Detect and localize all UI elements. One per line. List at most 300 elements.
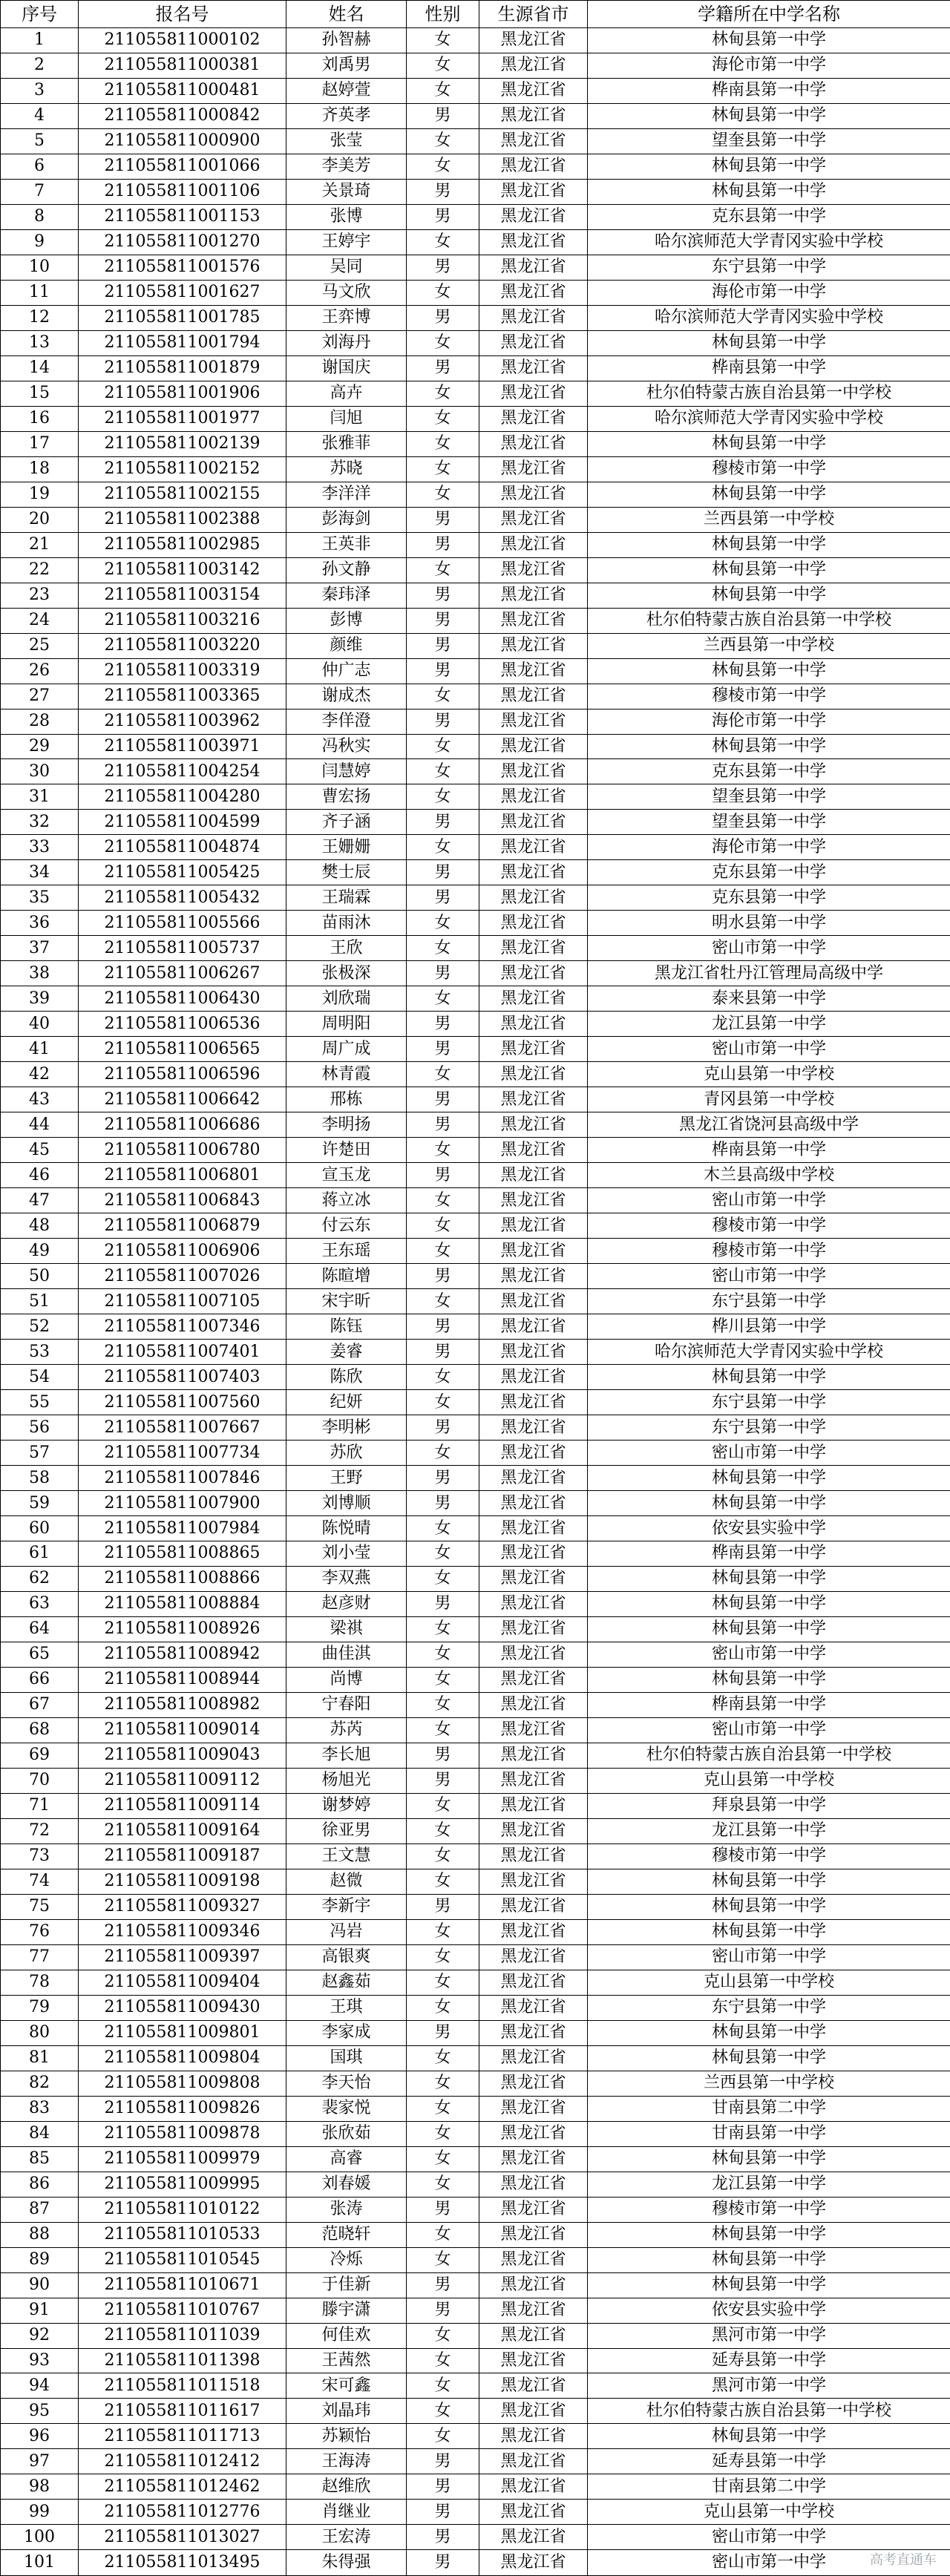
table-row bbox=[1, 1919, 950, 1944]
province-cell: 黑龙江省 bbox=[479, 27, 588, 53]
reg-no-cell: 211055811003154 bbox=[79, 583, 286, 608]
school-cell: 桦南县第一中学 bbox=[588, 1541, 950, 1567]
gender-cell: 女 bbox=[407, 330, 479, 355]
table-row bbox=[1, 1944, 950, 1970]
table-row bbox=[1, 784, 950, 810]
index-cell: 4 bbox=[1, 103, 79, 128]
table-row bbox=[1, 179, 950, 204]
school-cell: 哈尔滨师范大学青冈实验中学校 bbox=[588, 1340, 950, 1365]
reg-no-cell: 211055811012776 bbox=[79, 2500, 286, 2525]
header-cell-index: 序号 bbox=[1, 1, 79, 28]
table-row bbox=[1, 2500, 950, 2525]
gender-cell: 女 bbox=[407, 1843, 479, 1869]
gender-cell: 女 bbox=[407, 1516, 479, 1541]
name-cell: 李家成 bbox=[286, 2020, 407, 2045]
school-cell: 克山县第一中学校 bbox=[588, 1768, 950, 1793]
school-cell: 泰来县第一中学 bbox=[588, 986, 950, 1012]
school-cell: 甘南县第一中学 bbox=[588, 2121, 950, 2146]
province-cell: 黑龙江省 bbox=[479, 1087, 588, 1112]
school-cell: 东宁县第一中学 bbox=[588, 1995, 950, 2020]
reg-no-cell: 211055811009808 bbox=[79, 2071, 286, 2096]
province-cell: 黑龙江省 bbox=[479, 1743, 588, 1768]
gender-cell: 男 bbox=[407, 2550, 479, 2576]
reg-no-cell: 211055811000381 bbox=[79, 53, 286, 78]
index-cell: 7 bbox=[1, 179, 79, 204]
index-cell: 96 bbox=[1, 2424, 79, 2449]
reg-no-cell: 211055811008866 bbox=[79, 1566, 286, 1591]
reg-no-cell: 211055811000102 bbox=[79, 27, 286, 53]
school-cell: 林甸县第一中学 bbox=[588, 431, 950, 456]
reg-no-cell: 211055811009346 bbox=[79, 1919, 286, 1944]
province-cell: 黑龙江省 bbox=[479, 2323, 588, 2348]
table-row bbox=[1, 2146, 950, 2172]
reg-no-cell: 211055811010767 bbox=[79, 2298, 286, 2323]
name-cell: 张雅菲 bbox=[286, 431, 407, 456]
table-row bbox=[1, 961, 950, 986]
name-cell: 王姗姗 bbox=[286, 835, 407, 860]
province-cell: 黑龙江省 bbox=[479, 1667, 588, 1692]
province-cell: 黑龙江省 bbox=[479, 1365, 588, 1390]
school-cell: 海伦市第一中学 bbox=[588, 53, 950, 78]
gender-cell: 女 bbox=[407, 482, 479, 507]
province-cell: 黑龙江省 bbox=[479, 885, 588, 911]
table-row bbox=[1, 2298, 950, 2323]
table-row bbox=[1, 128, 950, 154]
school-cell: 东宁县第一中学 bbox=[588, 255, 950, 280]
reg-no-cell: 211055811003962 bbox=[79, 709, 286, 734]
province-cell: 黑龙江省 bbox=[479, 1768, 588, 1793]
index-cell: 25 bbox=[1, 633, 79, 658]
index-cell: 74 bbox=[1, 1869, 79, 1894]
index-cell: 101 bbox=[1, 2550, 79, 2576]
reg-no-cell: 211055811012462 bbox=[79, 2474, 286, 2500]
province-cell: 黑龙江省 bbox=[479, 2373, 588, 2399]
table-row bbox=[1, 1138, 950, 1163]
index-cell: 6 bbox=[1, 154, 79, 179]
table-row bbox=[1, 936, 950, 961]
name-cell: 朱得强 bbox=[286, 2550, 407, 2576]
table-row bbox=[1, 330, 950, 355]
name-cell: 冯岩 bbox=[286, 1919, 407, 1944]
table-row bbox=[1, 1239, 950, 1264]
index-cell: 47 bbox=[1, 1188, 79, 1213]
school-cell: 望奎县第一中学 bbox=[588, 810, 950, 835]
province-cell: 黑龙江省 bbox=[479, 2045, 588, 2071]
index-cell: 57 bbox=[1, 1441, 79, 1466]
table-row bbox=[1, 280, 950, 305]
school-cell: 克山县第一中学校 bbox=[588, 2500, 950, 2525]
gender-cell: 男 bbox=[407, 1163, 479, 1188]
gender-cell: 女 bbox=[407, 911, 479, 936]
table-row bbox=[1, 658, 950, 684]
province-cell: 黑龙江省 bbox=[479, 1314, 588, 1340]
table-row bbox=[1, 1616, 950, 1642]
name-cell: 王东瑶 bbox=[286, 1239, 407, 1264]
index-cell: 60 bbox=[1, 1516, 79, 1541]
name-cell: 陈欣 bbox=[286, 1365, 407, 1390]
gender-cell: 女 bbox=[407, 1919, 479, 1944]
name-cell: 蒋立冰 bbox=[286, 1188, 407, 1213]
index-cell: 46 bbox=[1, 1163, 79, 1188]
reg-no-cell: 211055811007401 bbox=[79, 1340, 286, 1365]
school-cell: 青冈县第一中学校 bbox=[588, 1087, 950, 1112]
school-cell: 密山市第一中学 bbox=[588, 2550, 950, 2576]
index-cell: 66 bbox=[1, 1667, 79, 1692]
school-cell: 林甸县第一中学 bbox=[588, 1869, 950, 1894]
index-cell: 33 bbox=[1, 835, 79, 860]
name-cell: 尚博 bbox=[286, 1667, 407, 1692]
index-cell: 18 bbox=[1, 456, 79, 482]
reg-no-cell: 211055811006565 bbox=[79, 1037, 286, 1062]
school-cell: 黑龙江省牡丹江管理局高级中学 bbox=[588, 961, 950, 986]
gender-cell: 男 bbox=[407, 860, 479, 885]
table-row bbox=[1, 1415, 950, 1441]
index-cell: 37 bbox=[1, 936, 79, 961]
name-cell: 纪妍 bbox=[286, 1390, 407, 1415]
gender-cell: 女 bbox=[407, 557, 479, 583]
province-cell: 黑龙江省 bbox=[479, 1163, 588, 1188]
province-cell: 黑龙江省 bbox=[479, 1289, 588, 1314]
gender-cell: 女 bbox=[407, 229, 479, 255]
reg-no-cell: 211055811011039 bbox=[79, 2323, 286, 2348]
index-cell: 69 bbox=[1, 1743, 79, 1768]
index-cell: 50 bbox=[1, 1264, 79, 1289]
index-cell: 88 bbox=[1, 2222, 79, 2247]
province-cell: 黑龙江省 bbox=[479, 1415, 588, 1441]
reg-no-cell: 211055811004874 bbox=[79, 835, 286, 860]
index-cell: 78 bbox=[1, 1970, 79, 1995]
reg-no-cell: 211055811010533 bbox=[79, 2222, 286, 2247]
table-row bbox=[1, 2449, 950, 2474]
province-cell: 黑龙江省 bbox=[479, 1793, 588, 1818]
school-cell: 林甸县第一中学 bbox=[588, 734, 950, 759]
province-cell: 黑龙江省 bbox=[479, 1516, 588, 1541]
school-cell: 林甸县第一中学 bbox=[588, 2146, 950, 2172]
table-row bbox=[1, 1869, 950, 1894]
gender-cell: 女 bbox=[407, 1970, 479, 1995]
province-cell: 黑龙江省 bbox=[479, 1012, 588, 1037]
name-cell: 彭海剑 bbox=[286, 507, 407, 532]
table-row bbox=[1, 2045, 950, 2071]
gender-cell: 女 bbox=[407, 27, 479, 53]
name-cell: 赵婷萱 bbox=[286, 78, 407, 103]
table-row bbox=[1, 1793, 950, 1818]
province-cell: 黑龙江省 bbox=[479, 2449, 588, 2474]
gender-cell: 女 bbox=[407, 2121, 479, 2146]
province-cell: 黑龙江省 bbox=[479, 1062, 588, 1087]
province-cell: 黑龙江省 bbox=[479, 128, 588, 154]
reg-no-cell: 211055811008942 bbox=[79, 1642, 286, 1667]
province-cell: 黑龙江省 bbox=[479, 229, 588, 255]
index-cell: 31 bbox=[1, 784, 79, 810]
province-cell: 黑龙江省 bbox=[479, 1541, 588, 1567]
reg-no-cell: 211055811008884 bbox=[79, 1591, 286, 1616]
school-cell: 杜尔伯特蒙古族自治县第一中学校 bbox=[588, 2399, 950, 2424]
index-cell: 77 bbox=[1, 1944, 79, 1970]
reg-no-cell: 211055811001879 bbox=[79, 355, 286, 381]
table-row bbox=[1, 229, 950, 255]
table-row bbox=[1, 355, 950, 381]
province-cell: 黑龙江省 bbox=[479, 2146, 588, 2172]
table-row bbox=[1, 1894, 950, 1919]
table-row bbox=[1, 986, 950, 1012]
table-row bbox=[1, 2172, 950, 2197]
index-cell: 41 bbox=[1, 1037, 79, 1062]
index-cell: 76 bbox=[1, 1919, 79, 1944]
index-cell: 43 bbox=[1, 1087, 79, 1112]
table-row bbox=[1, 1062, 950, 1087]
name-cell: 赵维欣 bbox=[286, 2474, 407, 2500]
reg-no-cell: 211055811009804 bbox=[79, 2045, 286, 2071]
table-row bbox=[1, 1441, 950, 1466]
reg-no-cell: 211055811000481 bbox=[79, 78, 286, 103]
name-cell: 付云东 bbox=[286, 1213, 407, 1239]
reg-no-cell: 211055811009327 bbox=[79, 1894, 286, 1919]
province-cell: 黑龙江省 bbox=[479, 2424, 588, 2449]
name-cell: 刘小莹 bbox=[286, 1541, 407, 1567]
reg-no-cell: 211055811004599 bbox=[79, 810, 286, 835]
school-cell: 林甸县第一中学 bbox=[588, 2247, 950, 2272]
index-cell: 82 bbox=[1, 2071, 79, 2096]
gender-cell: 女 bbox=[407, 431, 479, 456]
gender-cell: 女 bbox=[407, 1138, 479, 1163]
table-row bbox=[1, 2222, 950, 2247]
province-cell: 黑龙江省 bbox=[479, 709, 588, 734]
index-cell: 87 bbox=[1, 2197, 79, 2222]
reg-no-cell: 211055811001627 bbox=[79, 280, 286, 305]
school-cell: 克东县第一中学 bbox=[588, 860, 950, 885]
school-cell: 东宁县第一中学 bbox=[588, 1289, 950, 1314]
index-cell: 10 bbox=[1, 255, 79, 280]
index-cell: 61 bbox=[1, 1541, 79, 1567]
index-cell: 95 bbox=[1, 2399, 79, 2424]
table-row bbox=[1, 1314, 950, 1340]
province-cell: 黑龙江省 bbox=[479, 2096, 588, 2121]
index-cell: 71 bbox=[1, 1793, 79, 1818]
table-row bbox=[1, 1365, 950, 1390]
name-cell: 陈暄增 bbox=[286, 1264, 407, 1289]
gender-cell: 男 bbox=[407, 810, 479, 835]
index-cell: 55 bbox=[1, 1390, 79, 1415]
index-cell: 12 bbox=[1, 305, 79, 330]
gender-cell: 女 bbox=[407, 1566, 479, 1591]
index-cell: 75 bbox=[1, 1894, 79, 1919]
table-row bbox=[1, 1491, 950, 1516]
table-row bbox=[1, 684, 950, 709]
name-cell: 王野 bbox=[286, 1466, 407, 1491]
school-cell: 林甸县第一中学 bbox=[588, 583, 950, 608]
table-row bbox=[1, 2373, 950, 2399]
name-cell: 许楚田 bbox=[286, 1138, 407, 1163]
index-cell: 20 bbox=[1, 507, 79, 532]
name-cell: 刘欣瑞 bbox=[286, 986, 407, 1012]
table-row bbox=[1, 1112, 950, 1138]
reg-no-cell: 211055811006780 bbox=[79, 1138, 286, 1163]
table-row bbox=[1, 1566, 950, 1591]
school-cell: 穆棱市第一中学 bbox=[588, 1213, 950, 1239]
index-cell: 14 bbox=[1, 355, 79, 381]
name-cell: 谢国庆 bbox=[286, 355, 407, 381]
name-cell: 滕宇潇 bbox=[286, 2298, 407, 2323]
province-cell: 黑龙江省 bbox=[479, 2474, 588, 2500]
province-cell: 黑龙江省 bbox=[479, 2550, 588, 2576]
gender-cell: 女 bbox=[407, 2373, 479, 2399]
header-cell-school: 学籍所在中学名称 bbox=[588, 1, 950, 28]
province-cell: 黑龙江省 bbox=[479, 1466, 588, 1491]
reg-no-cell: 211055811009826 bbox=[79, 2096, 286, 2121]
index-cell: 1 bbox=[1, 27, 79, 53]
reg-no-cell: 211055811003220 bbox=[79, 633, 286, 658]
school-cell: 杜尔伯特蒙古族自治县第一中学校 bbox=[588, 1743, 950, 1768]
school-cell: 黑河市第一中学 bbox=[588, 2373, 950, 2399]
name-cell: 苏芮 bbox=[286, 1717, 407, 1743]
table-row bbox=[1, 532, 950, 557]
name-cell: 彭博 bbox=[286, 608, 407, 633]
province-cell: 黑龙江省 bbox=[479, 154, 588, 179]
name-cell: 颜维 bbox=[286, 633, 407, 658]
school-cell: 林甸县第一中学 bbox=[588, 532, 950, 557]
reg-no-cell: 211055811009979 bbox=[79, 2146, 286, 2172]
province-cell: 黑龙江省 bbox=[479, 78, 588, 103]
province-cell: 黑龙江省 bbox=[479, 1188, 588, 1213]
reg-no-cell: 211055811001794 bbox=[79, 330, 286, 355]
reg-no-cell: 211055811001977 bbox=[79, 406, 286, 431]
index-cell: 49 bbox=[1, 1239, 79, 1264]
name-cell: 张极深 bbox=[286, 961, 407, 986]
reg-no-cell: 211055811000900 bbox=[79, 128, 286, 154]
gender-cell: 男 bbox=[407, 885, 479, 911]
school-cell: 林甸县第一中学 bbox=[588, 2424, 950, 2449]
gender-cell: 男 bbox=[407, 507, 479, 532]
reg-no-cell: 211055811001270 bbox=[79, 229, 286, 255]
name-cell: 秦玮泽 bbox=[286, 583, 407, 608]
province-cell: 黑龙江省 bbox=[479, 1717, 588, 1743]
reg-no-cell: 211055811001906 bbox=[79, 381, 286, 406]
school-cell: 桦南县第一中学 bbox=[588, 355, 950, 381]
reg-no-cell: 211055811005737 bbox=[79, 936, 286, 961]
reg-no-cell: 211055811003319 bbox=[79, 658, 286, 684]
school-cell: 黑河市第一中学 bbox=[588, 2323, 950, 2348]
index-cell: 36 bbox=[1, 911, 79, 936]
school-cell: 兰西县第一中学校 bbox=[588, 633, 950, 658]
reg-no-cell: 211055811007560 bbox=[79, 1390, 286, 1415]
gender-cell: 女 bbox=[407, 684, 479, 709]
school-cell: 木兰县高级中学校 bbox=[588, 1163, 950, 1188]
province-cell: 黑龙江省 bbox=[479, 1491, 588, 1516]
reg-no-cell: 211055811003971 bbox=[79, 734, 286, 759]
index-cell: 81 bbox=[1, 2045, 79, 2071]
reg-no-cell: 211055811011617 bbox=[79, 2399, 286, 2424]
index-cell: 5 bbox=[1, 128, 79, 154]
name-cell: 李双燕 bbox=[286, 1566, 407, 1591]
school-cell: 克东县第一中学 bbox=[588, 204, 950, 229]
reg-no-cell: 211055811006430 bbox=[79, 986, 286, 1012]
table-row bbox=[1, 835, 950, 860]
school-cell: 密山市第一中学 bbox=[588, 2525, 950, 2550]
name-cell: 林青霞 bbox=[286, 1062, 407, 1087]
school-cell: 林甸县第一中学 bbox=[588, 1894, 950, 1919]
name-cell: 徐亚男 bbox=[286, 1818, 407, 1843]
reg-no-cell: 211055811006536 bbox=[79, 1012, 286, 1037]
school-cell: 延寿县第一中学 bbox=[588, 2449, 950, 2474]
school-cell: 海伦市第一中学 bbox=[588, 709, 950, 734]
school-cell: 明水县第一中学 bbox=[588, 911, 950, 936]
school-cell: 甘南县第二中学 bbox=[588, 2474, 950, 2500]
table-row bbox=[1, 1970, 950, 1995]
gender-cell: 女 bbox=[407, 784, 479, 810]
table-row bbox=[1, 2424, 950, 2449]
table-row bbox=[1, 431, 950, 456]
index-cell: 98 bbox=[1, 2474, 79, 2500]
province-cell: 黑龙江省 bbox=[479, 406, 588, 431]
gender-cell: 男 bbox=[407, 1743, 479, 1768]
name-cell: 高银爽 bbox=[286, 1944, 407, 1970]
province-cell: 黑龙江省 bbox=[479, 1944, 588, 1970]
name-cell: 周明阳 bbox=[286, 1012, 407, 1037]
school-cell: 兰西县第一中学校 bbox=[588, 507, 950, 532]
school-cell: 桦南县第一中学 bbox=[588, 78, 950, 103]
gender-cell: 女 bbox=[407, 936, 479, 961]
reg-no-cell: 211055811002139 bbox=[79, 431, 286, 456]
province-cell: 黑龙江省 bbox=[479, 911, 588, 936]
school-cell: 密山市第一中学 bbox=[588, 1642, 950, 1667]
province-cell: 黑龙江省 bbox=[479, 1037, 588, 1062]
gender-cell: 女 bbox=[407, 2323, 479, 2348]
reg-no-cell: 211055811004280 bbox=[79, 784, 286, 810]
gender-cell: 男 bbox=[407, 179, 479, 204]
reg-no-cell: 211055811006843 bbox=[79, 1188, 286, 1213]
table-row bbox=[1, 1087, 950, 1112]
name-cell: 张欣茹 bbox=[286, 2121, 407, 2146]
name-cell: 王文慧 bbox=[286, 1843, 407, 1869]
table-row bbox=[1, 53, 950, 78]
gender-cell: 女 bbox=[407, 1869, 479, 1894]
gender-cell: 女 bbox=[407, 1995, 479, 2020]
index-cell: 86 bbox=[1, 2172, 79, 2197]
reg-no-cell: 211055811013495 bbox=[79, 2550, 286, 2576]
header-row bbox=[1, 1, 950, 28]
province-cell: 黑龙江省 bbox=[479, 1869, 588, 1894]
name-cell: 王婷宇 bbox=[286, 229, 407, 255]
name-cell: 李明彬 bbox=[286, 1415, 407, 1441]
school-cell: 林甸县第一中学 bbox=[588, 1667, 950, 1692]
reg-no-cell: 211055811009878 bbox=[79, 2121, 286, 2146]
name-cell: 关景琦 bbox=[286, 179, 407, 204]
reg-no-cell: 211055811007403 bbox=[79, 1365, 286, 1390]
index-cell: 8 bbox=[1, 204, 79, 229]
name-cell: 苏欣 bbox=[286, 1441, 407, 1466]
province-cell: 黑龙江省 bbox=[479, 1970, 588, 1995]
gender-cell: 女 bbox=[407, 1239, 479, 1264]
index-cell: 65 bbox=[1, 1642, 79, 1667]
school-cell: 林甸县第一中学 bbox=[588, 482, 950, 507]
table-row bbox=[1, 1340, 950, 1365]
school-cell: 林甸县第一中学 bbox=[588, 557, 950, 583]
gender-cell: 男 bbox=[407, 2298, 479, 2323]
province-cell: 黑龙江省 bbox=[479, 2222, 588, 2247]
index-cell: 40 bbox=[1, 1012, 79, 1037]
gender-cell: 女 bbox=[407, 1289, 479, 1314]
index-cell: 54 bbox=[1, 1365, 79, 1390]
school-cell: 望奎县第一中学 bbox=[588, 128, 950, 154]
gender-cell: 男 bbox=[407, 2197, 479, 2222]
gender-cell: 女 bbox=[407, 759, 479, 784]
province-cell: 黑龙江省 bbox=[479, 2272, 588, 2298]
reg-no-cell: 211055811003142 bbox=[79, 557, 286, 583]
index-cell: 21 bbox=[1, 532, 79, 557]
province-cell: 黑龙江省 bbox=[479, 633, 588, 658]
name-cell: 马文欣 bbox=[286, 280, 407, 305]
